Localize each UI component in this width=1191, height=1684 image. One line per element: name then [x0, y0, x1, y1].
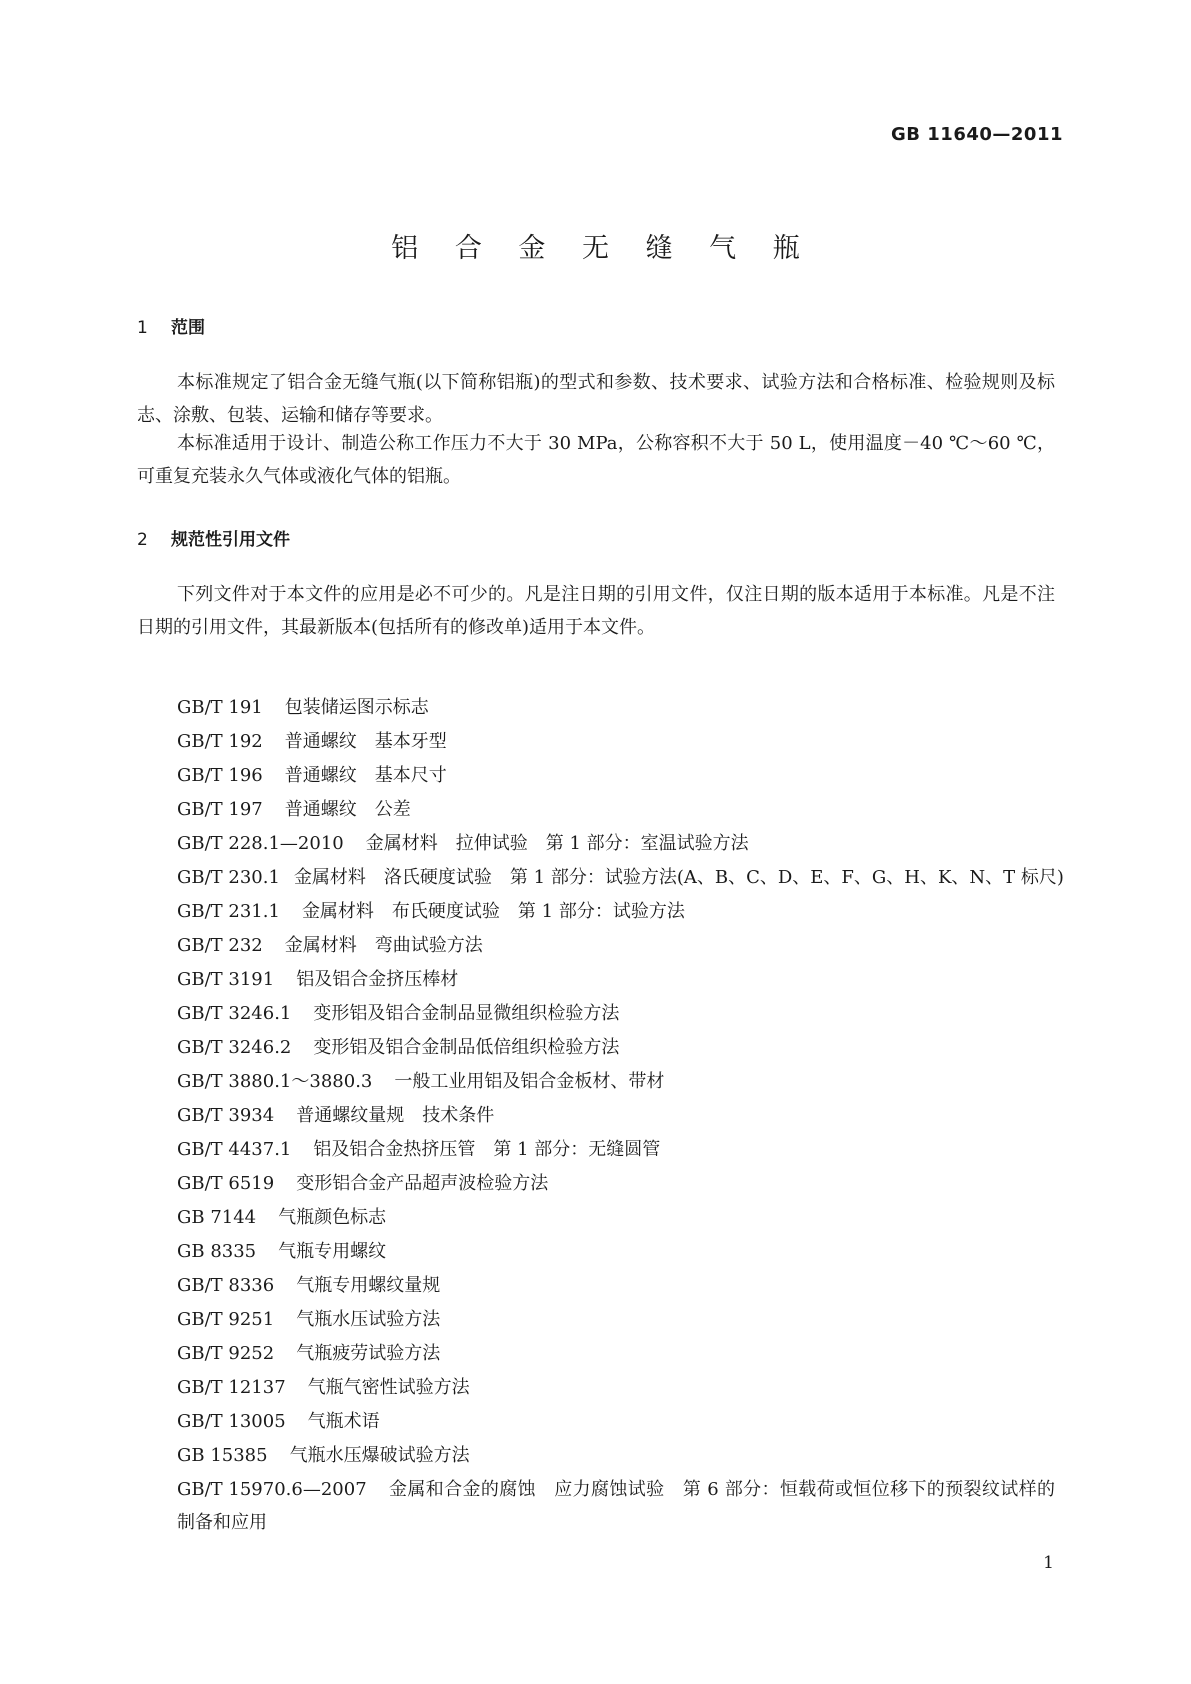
reference-title: 变形铝及铝合金制品低倍组织检验方法 [313, 1037, 620, 1058]
reference-code: GB 7144 [177, 1207, 257, 1228]
reference-title: 普通螺纹 公差 [284, 799, 411, 820]
reference-item [137, 929, 1055, 963]
reference-title: 金属材料 布氏硬度试验 第 1 部分：试验方法 [301, 901, 685, 922]
reference-item [137, 963, 1055, 997]
reference-item [137, 827, 1055, 861]
standard-code: GB 11640—2011 [891, 124, 1063, 145]
reference-code: GB/T 191 [177, 697, 263, 718]
reference-title: 变形铝合金产品超声波检验方法 [296, 1173, 549, 1194]
reference-item [137, 1065, 1055, 1099]
reference-code: GB/T 3246.1 [177, 1003, 292, 1024]
references-intro: 下列文件对于本文件的应用是必不可少的。凡是注日期的引用文件，仅注日期的版本适用于本标准。凡是不注日期的引用文件，其最新版本(包括所有的修改单)适用于本文件。 [137, 584, 1055, 638]
reference-item [137, 1303, 1055, 1337]
reference-title: 气瓶水压爆破试验方法 [289, 1445, 470, 1466]
reference-code: GB 8335 [177, 1241, 257, 1262]
reference-title: 普通螺纹 基本尺寸 [284, 765, 447, 786]
reference-title: 金属和合金的腐蚀 应力腐蚀试验 第 6 部分：恒载荷或恒位移下的预裂纹试样的制备和应用 [177, 1479, 1055, 1533]
reference-title: 气瓶疲劳试验方法 [296, 1343, 441, 1364]
reference-code: GB/T 192 [177, 731, 263, 752]
reference-item [137, 1269, 1055, 1303]
reference-item [137, 759, 1055, 793]
document-title: 铝 合 金 无 缝 气 瓶 [391, 233, 814, 264]
reference-title: 金属材料 拉伸试验 第 1 部分：室温试验方法 [365, 833, 749, 854]
reference-title: 普通螺纹量规 技术条件 [296, 1105, 495, 1126]
reference-code: GB/T 15970.6—2007 [177, 1479, 367, 1500]
reference-item [137, 1371, 1055, 1405]
reference-code: GB/T 8336 [177, 1275, 275, 1296]
section-heading-scope [137, 313, 205, 338]
reference-code: GB/T 3191 [177, 969, 275, 990]
reference-item [137, 997, 1055, 1031]
section-number: 1 [137, 318, 148, 338]
reference-title: 气瓶专用螺纹量规 [296, 1275, 441, 1296]
reference-item [137, 861, 1064, 895]
reference-code: GB/T 4437.1 [177, 1139, 292, 1160]
reference-code: GB/T 230.1 [177, 867, 280, 888]
section-number: 2 [137, 530, 148, 550]
reference-code: GB/T 9251 [177, 1309, 275, 1330]
reference-item [137, 1235, 1055, 1269]
reference-item [137, 725, 1055, 759]
section-heading-normative-references [137, 525, 290, 550]
reference-code: GB/T 6519 [177, 1173, 275, 1194]
reference-item [137, 1031, 1055, 1065]
reference-title: 金属材料 洛氏硬度试验 第 1 部分：试验方法(A、B、C、D、E、F、G、H、K、N、T 标尺) [293, 867, 1064, 888]
reference-code: GB/T 232 [177, 935, 263, 956]
reference-item [137, 691, 1055, 725]
reference-code: GB/T 231.1 [177, 901, 280, 922]
reference-title: 金属材料 弯曲试验方法 [284, 935, 483, 956]
reference-title: 气瓶气密性试验方法 [307, 1377, 470, 1398]
scope-paragraph-1: 本标准规定了铝合金无缝气瓶(以下简称铝瓶)的型式和参数、技术要求、试验方法和合格标准、检验规则及标志、涂敷、包装、运输和储存等要求。 [137, 372, 1055, 426]
reference-code: GB/T 9252 [177, 1343, 275, 1364]
section-title: 范围 [171, 318, 205, 338]
reference-title: 气瓶水压试验方法 [296, 1309, 441, 1330]
reference-item [137, 793, 1055, 827]
reference-title: 铝及铝合金挤压棒材 [296, 969, 459, 990]
section-title: 规范性引用文件 [171, 530, 290, 550]
reference-code: GB/T 12137 [177, 1377, 286, 1398]
reference-title: 气瓶颜色标志 [278, 1207, 387, 1228]
reference-code: GB 15385 [177, 1445, 268, 1466]
page-number: 1 [1043, 1553, 1054, 1573]
reference-item [137, 1201, 1055, 1235]
reference-title: 铝及铝合金热挤压管 第 1 部分：无缝圆管 [313, 1139, 661, 1160]
reference-title: 普通螺纹 基本牙型 [284, 731, 447, 752]
reference-item [137, 1133, 1055, 1167]
reference-title: 包装储运图示标志 [284, 697, 429, 718]
reference-item [137, 1099, 1055, 1133]
reference-item [137, 1473, 1055, 1539]
reference-code: GB/T 3934 [177, 1105, 275, 1126]
reference-title: 气瓶专用螺纹 [278, 1241, 387, 1262]
reference-code: GB/T 13005 [177, 1411, 286, 1432]
reference-title: 气瓶术语 [307, 1411, 380, 1432]
reference-item [137, 1439, 1055, 1473]
scope-paragraph-2: 本标准适用于设计、制造公称工作压力不大于 30 MPa，公称容积不大于 50 L，使用温度－40 ℃～60 ℃，可重复充装永久气体或液化气体的铝瓶。 [137, 433, 1055, 487]
reference-title: 变形铝及铝合金制品显微组织检验方法 [313, 1003, 620, 1024]
reference-item [137, 1337, 1055, 1371]
reference-item [137, 1167, 1055, 1201]
reference-title: 一般工业用铝及铝合金板材、带材 [394, 1071, 665, 1092]
reference-code: GB/T 197 [177, 799, 263, 820]
reference-list [137, 691, 1064, 1539]
reference-code: GB/T 3880.1～3880.3 [177, 1071, 373, 1092]
reference-code: GB/T 228.1—2010 [177, 833, 344, 854]
reference-item [137, 895, 1055, 929]
reference-code: GB/T 196 [177, 765, 263, 786]
reference-code: GB/T 3246.2 [177, 1037, 292, 1058]
reference-item [137, 1405, 1055, 1439]
